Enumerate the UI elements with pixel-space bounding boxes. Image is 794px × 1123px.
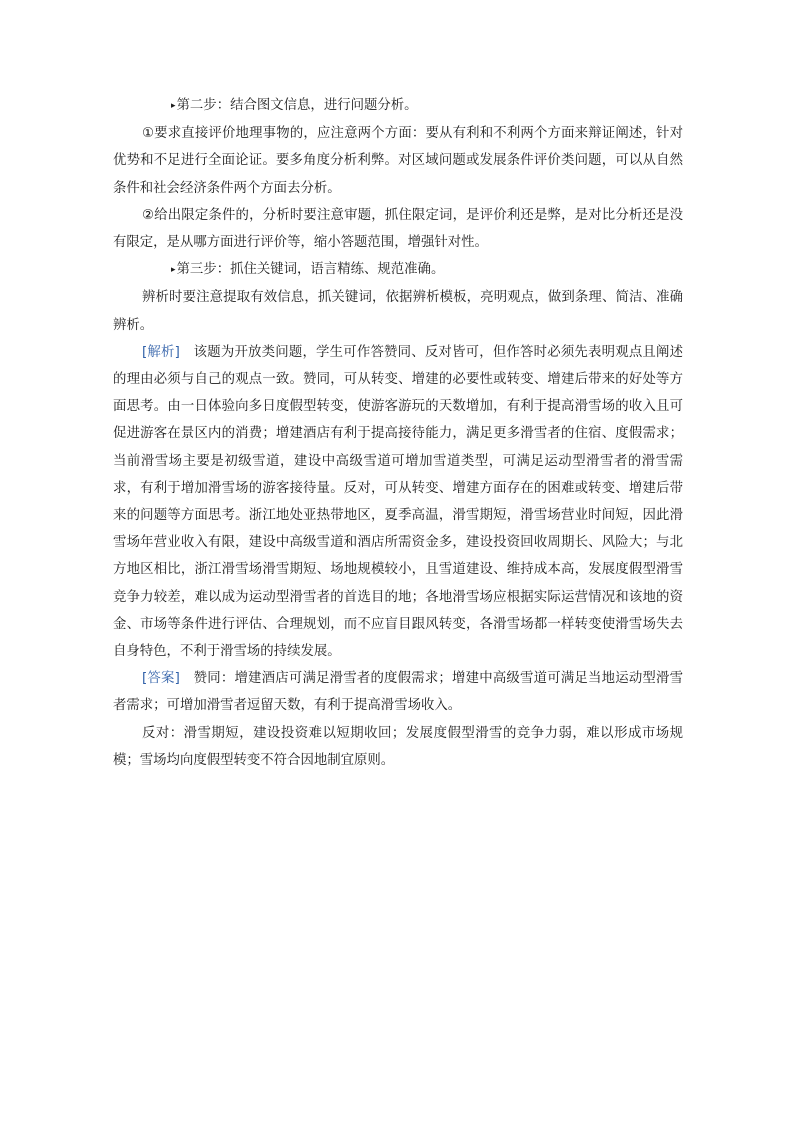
- analysis-tag: [解析]: [142, 344, 180, 360]
- analysis-section: [113, 339, 683, 665]
- answer-text: 赞同：增建酒店可满足滑雪者的度假需求；增建中高级雪道可满足当地运动型滑雪者需求；可增加滑雪者逗留天数，有利于提高滑雪场收入。: [113, 671, 683, 714]
- step-three-text: 第三步：抓住关键词，语言精练、规范准确。: [176, 262, 445, 278]
- step-three-heading: [113, 256, 683, 284]
- paragraph-keywords: 辨析时要注意提取有效信息，抓关键词，依据辨析模板，亮明观点，做到条理、简洁、准确辨析。: [113, 290, 683, 333]
- answer-section: [113, 665, 683, 719]
- paragraph-limited-conditions: ②给出限定条件的，分析时要注意审题，抓住限定词，是评价利还是弊，是对比分析还是没有限定，是从哪方面进行评价等，缩小答题范围，增强针对性。: [113, 207, 683, 251]
- analysis-text: 该题为开放类问题，学生可作答赞同、反对皆可，但作答时必须先表明观点且阐述的理由必须与自己的观点一致。赞同，可从转变、增建的必要性或转变、增建后带来的好处等方面思考。由一日体验向多日度假型转变，使游客游玩的天数增加，有利于提高滑雪场的收入且可促进游客在景区内的消费；增建酒店有利于提高接待能力，满足更多滑雪者的住宿、度假需求；当前滑雪场主要是初级雪道，建设中高级雪道可增加雪道类型，可满足运动型滑雪者的滑雪需求，有利于增加滑雪场的游客接待量。反对，可从转变、增建方面存在的困难或转变、增建后带来的问题等方面思考。浙江地处亚热带地区，夏季高温，滑雪期短，滑雪场营业时间短，因此滑雪场年营业收入有限，建设中高级雪道和酒店所需资金多，建设投资回收周期长、风险大；与北方地区相比，浙江滑雪场滑雪期短、场地规模较小，且雪道建设、维持成本高，发展度假型滑雪竞争力较差，难以成为运动型滑雪者的首选目的地；各地滑雪场应根据实际运营情况和该地的资金、市场等条件进行评估、合理规划，而不应盲目跟风转变，各滑雪场都一样转变使滑雪场失去自身特色，不利于滑雪场的持续发展。: [113, 344, 683, 660]
- answer-oppose-paragraph: 反对：滑雪期短，建设投资难以短期收回；发展度假型滑雪的竞争力弱，难以形成市场规模；雪场均向度假型转变不符合因地制宜原则。: [113, 725, 683, 768]
- answer-tag: [答案]: [142, 671, 180, 687]
- step-two-text: 第二步：结合图文信息，进行问题分析。: [176, 98, 418, 113]
- triangle-bullet-icon: ▸: [171, 101, 176, 111]
- paragraph-evaluate-direct: ①要求直接评价地理事物的，应注意两个方面：要从有利和不利两个方面来辩证阐述，针对优势和不足进行全面论证。要多角度分析利弊。对区域问题或发展条件评价类问题，可以从自然条件和社会经济条件两个方面去分析。: [113, 126, 683, 196]
- document-body: [113, 92, 683, 774]
- step-two-heading: [113, 92, 683, 120]
- triangle-bullet-icon: ▸: [171, 265, 176, 276]
